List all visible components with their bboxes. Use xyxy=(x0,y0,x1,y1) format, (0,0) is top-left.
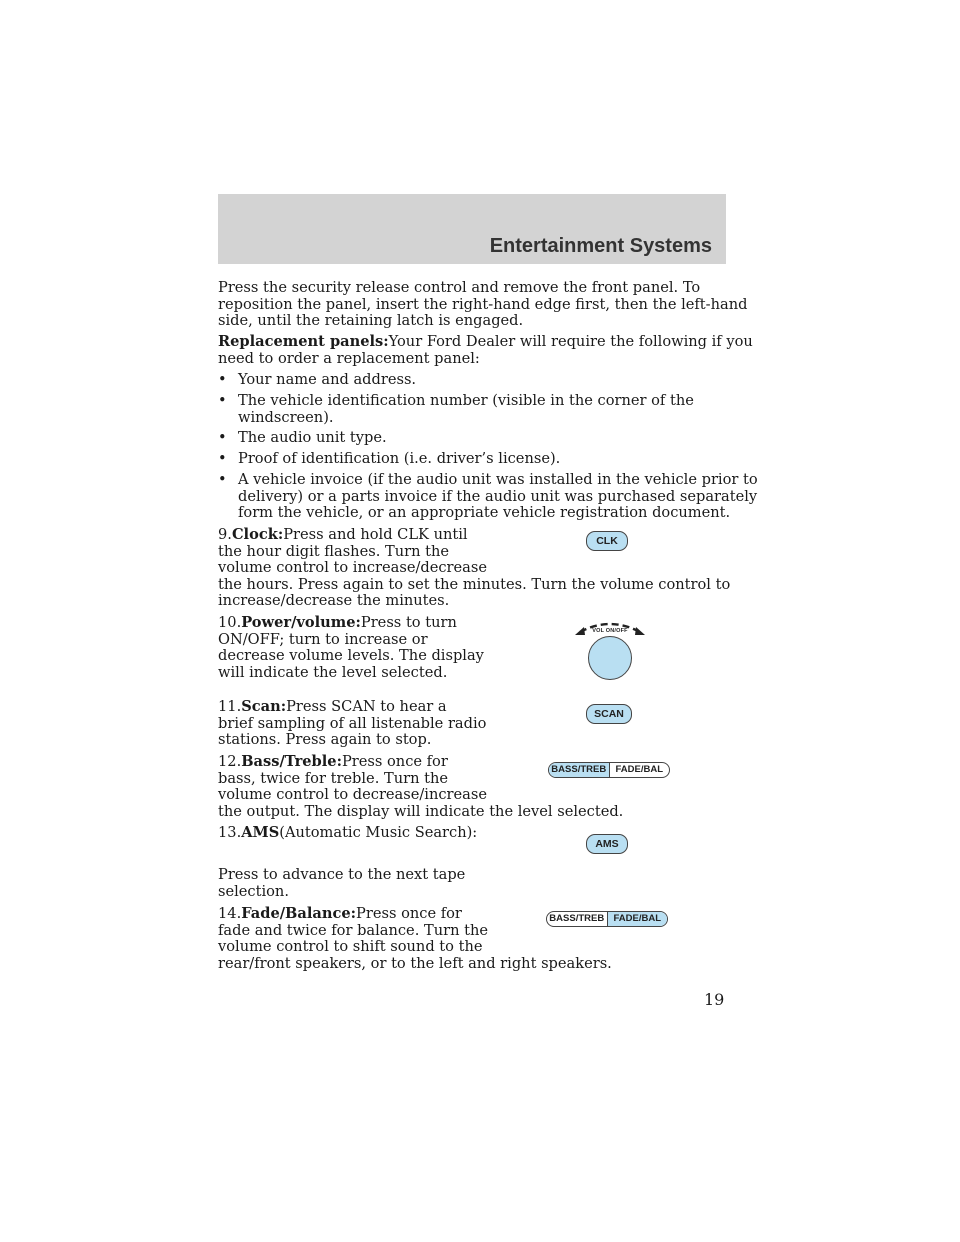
volume-arc-arrow-icon xyxy=(572,614,648,638)
replacement-line: need to order a replacement panel: xyxy=(218,349,480,367)
clock-line: the hours. Press again to set the minutes. Turn the volume control to xyxy=(218,575,731,593)
item-number: 9. xyxy=(218,526,232,543)
item-text: (Automatic Music Search): xyxy=(279,824,478,841)
bass-treb-segment: BASS/TREB xyxy=(547,912,608,926)
item-label: Fade/Balance: xyxy=(241,905,357,922)
fade-line: volume control to shift sound to the xyxy=(218,938,483,955)
bullet-symbol: • xyxy=(218,450,227,467)
bullet-item: The audio unit type. xyxy=(238,429,387,446)
item-text: Press once for xyxy=(341,753,448,770)
fade-line: fade and twice for balance. Turn the xyxy=(218,921,489,939)
scan-button-icon: SCAN xyxy=(586,704,632,724)
item-number: 10. xyxy=(218,614,242,631)
bullet-symbol: • xyxy=(218,429,227,446)
bass-line: volume control to decrease/increase xyxy=(218,786,487,803)
item-number: 14. xyxy=(218,905,242,922)
scan-line: stations. Press again to stop. xyxy=(218,731,432,748)
clk-button-icon: CLK xyxy=(586,531,628,551)
fade-balance-button-icon xyxy=(546,911,668,927)
fade-bal-segment: FADE/BAL xyxy=(608,912,668,926)
intro-line: side, until the retaining latch is engaged. xyxy=(218,312,524,329)
section-title: Entertainment Systems xyxy=(489,235,712,257)
intro-line: Press the security release control and remove the front panel. To xyxy=(218,279,701,296)
bass-treble-button-icon xyxy=(548,762,670,778)
item-number: 12. xyxy=(218,753,242,770)
bullet-symbol: • xyxy=(218,392,227,409)
power-heading xyxy=(218,615,457,632)
bullet-symbol: • xyxy=(218,471,227,488)
section-header xyxy=(218,194,726,264)
scan-line: brief sampling of all listenable radio xyxy=(218,714,487,732)
fade-heading xyxy=(218,906,462,923)
item-label: Bass/Treble: xyxy=(241,753,342,770)
item-label: Power/volume: xyxy=(241,614,361,631)
ams-line: Press to advance to the next tape xyxy=(218,866,466,883)
page-number: 19 xyxy=(704,990,725,1009)
bullet-item: Proof of identification (i.e. driver’s license). xyxy=(238,450,561,467)
vol-onoff-label: VOL ON/OFF xyxy=(592,628,628,634)
replacement-label: Replacement panels: xyxy=(218,333,389,350)
item-label: Scan: xyxy=(241,698,287,715)
clock-heading xyxy=(218,527,468,544)
bass-line: the output. The display will indicate the level selected. xyxy=(218,802,624,820)
bullet-item: delivery) or a parts invoice if the audio unit was purchased separately xyxy=(238,487,758,505)
scan-heading xyxy=(218,699,447,716)
item-number: 13. xyxy=(218,824,242,841)
bullet-item: Your name and address. xyxy=(238,371,417,388)
replacement-text: Your Ford Dealer will require the following if you xyxy=(388,333,753,350)
bullet-item: windscreen). xyxy=(238,408,334,426)
item-text: Press to turn xyxy=(360,614,457,631)
item-label: AMS xyxy=(241,824,280,841)
power-line: will indicate the level selected. xyxy=(218,663,448,681)
fade-bal-segment: FADE/BAL xyxy=(615,764,663,775)
item-text: Press and hold CLK until xyxy=(283,526,468,543)
power-line: ON/OFF; turn to increase or xyxy=(218,630,428,648)
power-line: decrease volume levels. The display xyxy=(218,647,484,664)
bass-treb-segment: BASS/TREB xyxy=(549,763,610,777)
bass-heading xyxy=(218,754,448,771)
ams-button-icon: AMS xyxy=(586,834,628,854)
item-text: Press once for xyxy=(356,905,462,922)
bullet-item: form the vehicle, or an appropriate vehicle registration document. xyxy=(238,504,731,521)
intro-line: reposition the panel, insert the right-hand edge first, then the left-hand xyxy=(218,295,748,313)
clock-line: volume control to increase/decrease xyxy=(218,559,487,576)
ams-line: selection. xyxy=(218,882,289,900)
bass-line: bass, twice for treble. Turn the xyxy=(218,769,449,787)
clock-line: the hour digit flashes. Turn the xyxy=(218,542,450,560)
bullet-item: A vehicle invoice (if the audio unit was installed in the vehicle prior to xyxy=(238,471,758,488)
replacement-line xyxy=(218,334,753,351)
clock-line: increase/decrease the minutes. xyxy=(218,592,450,609)
fade-line: rear/front speakers, or to the left and right speakers. xyxy=(218,954,612,972)
item-label: Clock: xyxy=(231,526,284,543)
ams-heading xyxy=(218,825,477,842)
bullet-item: The vehicle identification number (visible in the corner of the xyxy=(238,392,694,409)
volume-knob-icon xyxy=(588,636,632,680)
item-text: Press SCAN to hear a xyxy=(286,698,447,715)
item-number: 11. xyxy=(218,698,242,715)
bullet-symbol: • xyxy=(218,371,227,388)
